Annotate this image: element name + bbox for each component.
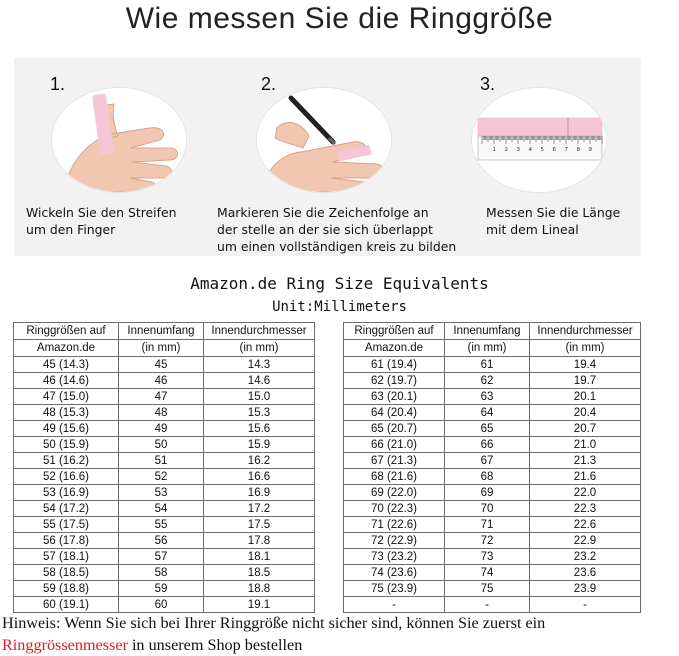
ring-size-cell: 63 (20.1) bbox=[344, 389, 445, 405]
col-circumference-header: Innenumfang bbox=[445, 323, 530, 340]
ring-size-cell: - bbox=[344, 597, 445, 613]
ring-size-cell: 54 (17.2) bbox=[14, 501, 119, 517]
step-2-line-3: um einen vollständigen kreis zu bilden bbox=[217, 239, 457, 254]
ring-size-cell: 48 (15.3) bbox=[14, 405, 119, 421]
ring-size-cell: 52 (16.6) bbox=[14, 469, 119, 485]
table-row bbox=[344, 485, 641, 501]
diameter-cell: 17.8 bbox=[204, 533, 315, 549]
ring-size-cell: 66 (21.0) bbox=[344, 437, 445, 453]
col-ring-size-header: Ringgrößen auf bbox=[344, 323, 445, 340]
ruler-label: 7 bbox=[564, 147, 568, 153]
ring-size-cell: 57 (18.1) bbox=[14, 549, 119, 565]
diameter-cell: 19.4 bbox=[530, 357, 641, 373]
table-row bbox=[344, 389, 641, 405]
col-ring-size-subheader: Amazon.de bbox=[14, 340, 119, 357]
col-diameter-header: Innendurchmesser bbox=[530, 323, 641, 340]
diameter-cell: 14.6 bbox=[204, 373, 315, 389]
col-ring-size-subheader: Amazon.de bbox=[344, 340, 445, 357]
diameter-cell: 16.9 bbox=[204, 485, 315, 501]
table-row bbox=[14, 421, 315, 437]
diameter-cell: 16.6 bbox=[204, 469, 315, 485]
table-row bbox=[344, 549, 641, 565]
ring-size-cell: 62 (19.7) bbox=[344, 373, 445, 389]
table-row bbox=[14, 437, 315, 453]
table-row bbox=[14, 597, 315, 613]
table-row bbox=[14, 373, 315, 389]
ring-size-cell: 69 (22.0) bbox=[344, 485, 445, 501]
table-row bbox=[344, 565, 641, 581]
ring-size-cell: 70 (22.3) bbox=[344, 501, 445, 517]
step-2-number: 2. bbox=[261, 74, 277, 94]
pen-marking-icon bbox=[257, 88, 391, 192]
ruler-label: 5 bbox=[540, 147, 544, 153]
instruction-panel bbox=[14, 58, 641, 256]
step-1-line-1: Wickeln Sie den Streifen bbox=[26, 205, 177, 220]
circumference-cell: 67 bbox=[445, 453, 530, 469]
diameter-cell: 21.3 bbox=[530, 453, 641, 469]
diameter-cell: 18.8 bbox=[204, 581, 315, 597]
ruler-label: 4 bbox=[528, 147, 532, 153]
circumference-cell: 48 bbox=[119, 405, 204, 421]
table-title: Amazon.de Ring Size Equivalents bbox=[190, 274, 489, 293]
table-row bbox=[14, 405, 315, 421]
ring-size-cell: 55 (17.5) bbox=[14, 517, 119, 533]
ruler-label: 2 bbox=[504, 147, 508, 153]
diameter-cell: 21.6 bbox=[530, 469, 641, 485]
diameter-cell: 20.7 bbox=[530, 421, 641, 437]
table-row bbox=[14, 581, 315, 597]
circumference-cell: 65 bbox=[445, 421, 530, 437]
circumference-cell: 61 bbox=[445, 357, 530, 373]
table-row bbox=[14, 453, 315, 469]
diameter-cell: 19.1 bbox=[204, 597, 315, 613]
ruler-label: 1 bbox=[492, 147, 496, 153]
ring-size-cell: 65 (20.7) bbox=[344, 421, 445, 437]
circumference-cell: 64 bbox=[445, 405, 530, 421]
ring-size-cell: 61 (19.4) bbox=[344, 357, 445, 373]
circumference-cell: 66 bbox=[445, 437, 530, 453]
diameter-cell: 20.1 bbox=[530, 389, 641, 405]
circumference-cell: 60 bbox=[119, 597, 204, 613]
ring-size-cell: 49 (15.6) bbox=[14, 421, 119, 437]
ruler-label: 8 bbox=[576, 147, 580, 153]
step-1-number: 1. bbox=[50, 74, 66, 94]
ring-size-cell: 47 (15.0) bbox=[14, 389, 119, 405]
hint-line-2-rest: in unserem Shop bestellen bbox=[127, 636, 303, 654]
step-2-line-1: Markieren Sie die Zeichenfolge an bbox=[217, 205, 429, 220]
diameter-cell: 18.1 bbox=[204, 549, 315, 565]
table-row bbox=[344, 373, 641, 389]
table-row bbox=[14, 469, 315, 485]
circumference-cell: - bbox=[445, 597, 530, 613]
diameter-cell: 22.3 bbox=[530, 501, 641, 517]
step-2-illustration bbox=[257, 88, 391, 192]
step-2-text bbox=[217, 204, 456, 255]
ring-size-cell: 46 (14.6) bbox=[14, 373, 119, 389]
circumference-cell: 52 bbox=[119, 469, 204, 485]
circumference-cell: 51 bbox=[119, 453, 204, 469]
size-table-right bbox=[343, 322, 641, 613]
table-row bbox=[344, 597, 641, 613]
diameter-cell: 18.5 bbox=[204, 565, 315, 581]
circumference-cell: 68 bbox=[445, 469, 530, 485]
diameter-cell: 14.3 bbox=[204, 357, 315, 373]
step-1-illustration bbox=[52, 88, 186, 192]
diameter-cell: 22.9 bbox=[530, 533, 641, 549]
hand-wrap-icon bbox=[52, 88, 186, 192]
step-1 bbox=[26, 58, 226, 256]
step-2 bbox=[217, 58, 457, 256]
diameter-cell: 23.2 bbox=[530, 549, 641, 565]
table-row bbox=[14, 533, 315, 549]
circumference-cell: 69 bbox=[445, 485, 530, 501]
ring-sizer-link[interactable]: Ringgrössenmesser bbox=[2, 636, 128, 654]
table-row bbox=[14, 357, 315, 373]
diameter-cell: 15.0 bbox=[204, 389, 315, 405]
table-row bbox=[14, 549, 315, 565]
circumference-cell: 74 bbox=[445, 565, 530, 581]
circumference-cell: 70 bbox=[445, 501, 530, 517]
ruler-label: 6 bbox=[552, 147, 556, 153]
table-row bbox=[14, 389, 315, 405]
circumference-cell: 73 bbox=[445, 549, 530, 565]
ring-size-cell: 68 (21.6) bbox=[344, 469, 445, 485]
table-row bbox=[344, 357, 641, 373]
diameter-cell: 22.6 bbox=[530, 517, 641, 533]
diameter-cell: 22.0 bbox=[530, 485, 641, 501]
diameter-cell: 15.3 bbox=[204, 405, 315, 421]
diameter-cell: 16.2 bbox=[204, 453, 315, 469]
circumference-cell: 54 bbox=[119, 501, 204, 517]
ring-size-cell: 60 (19.1) bbox=[14, 597, 119, 613]
size-table-left bbox=[13, 322, 315, 613]
table-row bbox=[344, 453, 641, 469]
circumference-cell: 71 bbox=[445, 517, 530, 533]
table-row bbox=[344, 517, 641, 533]
hint-line-2 bbox=[2, 634, 678, 656]
circumference-cell: 62 bbox=[445, 373, 530, 389]
ruler-label: 3 bbox=[516, 147, 520, 153]
circumference-cell: 63 bbox=[445, 389, 530, 405]
ruler-label: 9 bbox=[588, 147, 592, 153]
col-diameter-unit: (in mm) bbox=[530, 340, 641, 357]
ring-size-cell: 73 (23.2) bbox=[344, 549, 445, 565]
table-row bbox=[14, 517, 315, 533]
circumference-cell: 75 bbox=[445, 581, 530, 597]
col-ring-size-header: Ringgrößen auf bbox=[14, 323, 119, 340]
ring-size-cell: 53 (16.9) bbox=[14, 485, 119, 501]
step-3-text bbox=[486, 204, 620, 238]
col-circumference-header: Innenumfang bbox=[119, 323, 204, 340]
col-diameter-header: Innendurchmesser bbox=[204, 323, 315, 340]
step-3-line-2: mit dem Lineal bbox=[486, 222, 579, 237]
diameter-cell: 19.7 bbox=[530, 373, 641, 389]
step-1-text bbox=[26, 204, 176, 238]
step-1-line-2: um den Finger bbox=[26, 222, 116, 237]
ring-size-cell: 59 (18.8) bbox=[14, 581, 119, 597]
ring-size-cell: 56 (17.8) bbox=[14, 533, 119, 549]
table-row bbox=[344, 581, 641, 597]
circumference-cell: 59 bbox=[119, 581, 204, 597]
page-title: Wie messen Sie die Ringgröße bbox=[125, 2, 554, 35]
table-row bbox=[344, 533, 641, 549]
diameter-cell: 15.9 bbox=[204, 437, 315, 453]
col-diameter-unit: (in mm) bbox=[204, 340, 315, 357]
step-3-line-1: Messen Sie die Länge bbox=[486, 205, 621, 220]
col-circumference-unit: (in mm) bbox=[119, 340, 204, 357]
ring-size-cell: 75 (23.9) bbox=[344, 581, 445, 597]
ring-size-cell: 74 (23.6) bbox=[344, 565, 445, 581]
diameter-cell: 23.6 bbox=[530, 565, 641, 581]
hint-line-1: Hinweis: Wenn Sie sich bei Ihrer Ringgröße nicht sicher sind, können Sie zuerst ein bbox=[2, 614, 546, 632]
table-row bbox=[344, 437, 641, 453]
circumference-cell: 49 bbox=[119, 421, 204, 437]
circumference-cell: 45 bbox=[119, 357, 204, 373]
table-row bbox=[344, 421, 641, 437]
step-3 bbox=[472, 58, 641, 256]
circumference-cell: 47 bbox=[119, 389, 204, 405]
col-circumference-unit: (in mm) bbox=[445, 340, 530, 357]
ring-size-cell: 64 (20.4) bbox=[344, 405, 445, 421]
diameter-cell: 17.5 bbox=[204, 517, 315, 533]
diameter-cell: 20.4 bbox=[530, 405, 641, 421]
table-row bbox=[14, 485, 315, 501]
step-2-line-2: der stelle an der sie sich überlappt bbox=[217, 222, 433, 237]
circumference-cell: 46 bbox=[119, 373, 204, 389]
ring-size-cell: 50 (15.9) bbox=[14, 437, 119, 453]
step-3-illustration bbox=[472, 88, 606, 192]
ring-size-cell: 71 (22.6) bbox=[344, 517, 445, 533]
table-row bbox=[14, 565, 315, 581]
table-row bbox=[344, 501, 641, 517]
ruler-icon bbox=[472, 88, 606, 192]
circumference-cell: 50 bbox=[119, 437, 204, 453]
ring-size-cell: 45 (14.3) bbox=[14, 357, 119, 373]
table-row bbox=[344, 405, 641, 421]
diameter-cell: 17.2 bbox=[204, 501, 315, 517]
circumference-cell: 55 bbox=[119, 517, 204, 533]
ring-size-cell: 67 (21.3) bbox=[344, 453, 445, 469]
diameter-cell: - bbox=[530, 597, 641, 613]
ring-size-cell: 51 (16.2) bbox=[14, 453, 119, 469]
ring-size-cell: 58 (18.5) bbox=[14, 565, 119, 581]
circumference-cell: 56 bbox=[119, 533, 204, 549]
table-unit: Unit:Millimeters bbox=[272, 299, 407, 315]
circumference-cell: 58 bbox=[119, 565, 204, 581]
circumference-cell: 53 bbox=[119, 485, 204, 501]
circumference-cell: 57 bbox=[119, 549, 204, 565]
step-3-number: 3. bbox=[480, 74, 496, 94]
diameter-cell: 23.9 bbox=[530, 581, 641, 597]
hint-note bbox=[2, 612, 678, 656]
circumference-cell: 72 bbox=[445, 533, 530, 549]
diameter-cell: 15.6 bbox=[204, 421, 315, 437]
table-row bbox=[344, 469, 641, 485]
table-row bbox=[14, 501, 315, 517]
ring-size-cell: 72 (22.9) bbox=[344, 533, 445, 549]
diameter-cell: 21.0 bbox=[530, 437, 641, 453]
